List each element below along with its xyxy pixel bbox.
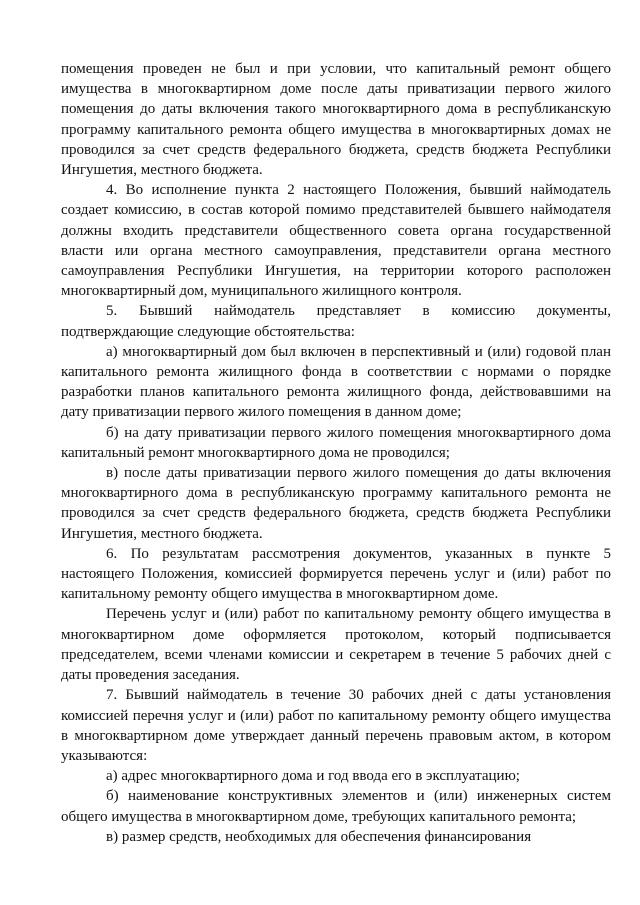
- paragraph-subitem-a: а) многоквартирный дом был включен в перспективный и (или) годовой план капитального ремонта жилищного фонда в соответствии с нормами о порядке разработки планов капитального ремонта жилищного фонда, действовавшими на дату приватизации первого жилого помещения в данном доме;: [61, 343, 611, 421]
- paragraph-subitem-v: в) после даты приватизации первого жилого помещения до даты включения многоквартирного дома в республиканскую программу капитального ремонта не проводился за счет средств федерального бюджета, средств бюджета Республики Ингушетия, местного бюджета.: [61, 465, 611, 542]
- paragraph-subitem-7v: в) размер средств, необходимых для обеспечения финансирования: [106, 828, 532, 845]
- paragraph-item-4: 4. Во исполнение пункта 2 настоящего Положения, бывший наймодатель создает комиссию, в состав которой помимо представителей бывшего наймодателя должны входить представители общественного совета органа государственной власти или органа местного самоуправления, представители органа местного самоуправления Республики Ингушетия, на территории которого расположен многоквартирный дом, муниципального жилищного контроля.: [61, 182, 611, 300]
- document-page: [61, 59, 611, 847]
- paragraph-subitem-7b: б) наименование конструктивных элементов и (или) инженерных систем общего имущества в многоквартирном доме, требующих капитального ремонта;: [61, 788, 611, 825]
- paragraph-item-6: 6. По результатам рассмотрения документов, указанных в пункте 5 настоящего Положения, комиссией формируется перечень услуг и (или) работ по капитальному ремонту общего имущества в многоквартирном доме.: [61, 545, 611, 603]
- paragraph-item-7: 7. Бывший наймодатель в течение 30 рабочих дней с даты установления комиссией перечня услуг и (или) работ по капитальному ремонту общего имущества в многоквартирном доме утверждает данный перечень правовым актом, в котором указываются:: [61, 687, 611, 764]
- paragraph-subitem-7a: а) адрес многоквартирного дома и год ввода его в эксплуатацию;: [106, 768, 520, 785]
- paragraph-item-5: 5. Бывший наймодатель представляет в комиссию документы, подтверждающие следующие обстоятельства:: [61, 303, 611, 340]
- paragraph-continuation: помещения проведен не был и при условии, что капитальный ремонт общего имущества в многоквартирном доме после даты приватизации первого жилого помещения до даты включения такого многоквартирного дома в республиканскую программу капитального ремонта общего имущества в многоквартирных домах не проводился за счет средств федерального бюджета, средств бюджета Республики Ингушетия, местного бюджета.: [61, 61, 611, 179]
- paragraph-protocol: Перечень услуг и (или) работ по капитальному ремонту общего имущества в многоквартирном доме оформляется протоколом, который подписывается председателем, всеми членами комиссии и секретарем в течение 5 рабочих дней с даты проведения заседания.: [61, 606, 611, 684]
- paragraph-subitem-b: б) на дату приватизации первого жилого помещения многоквартирного дома капитальный ремонт многоквартирного дома не проводился;: [61, 424, 611, 461]
